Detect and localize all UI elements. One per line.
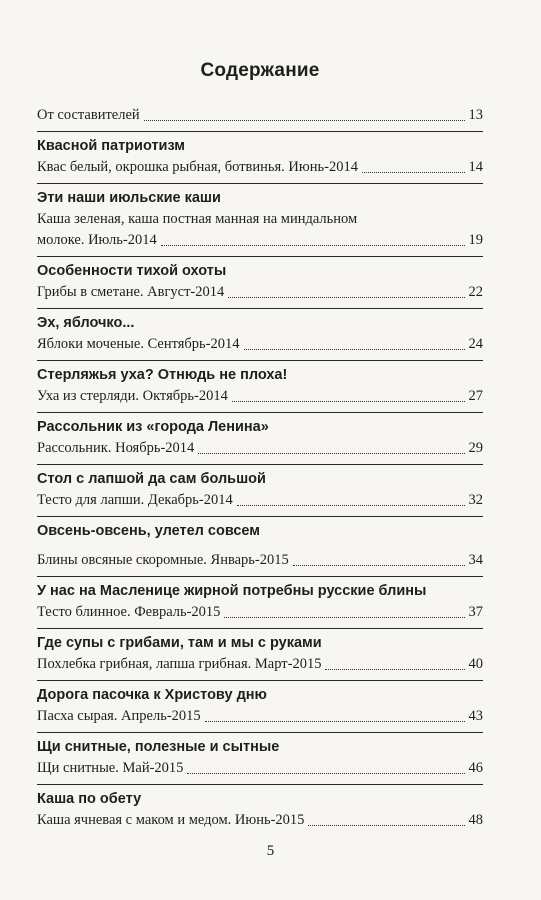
toc-page-number: 48: [468, 812, 483, 828]
toc-item-text: Яблоки моченые. Сентябрь-2014: [37, 336, 240, 352]
dot-leader: [293, 565, 465, 566]
toc-entry: [37, 680, 483, 727]
toc-line[interactable]: [37, 105, 483, 126]
dot-leader: [187, 773, 464, 774]
toc-heading: Стерляжья уха? Отнюдь не плоха!: [37, 360, 483, 386]
toc-heading: Эти наши июльские каши: [37, 183, 483, 209]
toc-page-number: 22: [468, 284, 483, 300]
toc-item-text-line1: Каша зеленая, каша постная манная на миндальном: [37, 211, 358, 227]
toc-entry: [37, 732, 483, 779]
toc-heading: Дорога пасочка к Христову дню: [37, 680, 483, 706]
toc-item-text: Тесто для лапши. Декабрь-2014: [37, 492, 233, 508]
toc-item-text: Грибы в сметане. Август-2014: [37, 284, 225, 300]
toc-item-text: Блины овсяные скоромные. Январь-2015: [37, 552, 289, 568]
toc-heading: Стол с лапшой да сам большой: [37, 464, 483, 490]
toc-heading: Каша по обету: [37, 784, 483, 810]
toc-heading: Эх, яблочко...: [37, 308, 483, 334]
toc-page-number: 14: [468, 159, 483, 175]
dot-leader: [308, 825, 464, 826]
toc-entry: [37, 360, 483, 407]
toc-item-text: Похлебка грибная, лапша грибная. Март-2015: [37, 656, 322, 672]
toc-page-number: 13: [468, 107, 483, 123]
toc-entry: [37, 628, 483, 675]
toc-page-number: 29: [468, 440, 483, 456]
page-title: Содержание: [200, 60, 320, 81]
toc-entry: [37, 784, 483, 831]
dot-leader: [144, 120, 465, 121]
toc-heading: У нас на Масленице жирной потребны русские блины: [37, 576, 483, 602]
toc-entry: [37, 105, 483, 126]
toc-entry: [37, 308, 483, 355]
toc-entry: [37, 256, 483, 303]
dot-leader: [205, 721, 465, 722]
toc-item-text: Рассольник. Ноябрь-2014: [37, 440, 195, 456]
toc-page-number: 43: [468, 708, 483, 724]
toc-entry: [37, 464, 483, 511]
toc-heading: Где супы с грибами, там и мы с руками: [37, 628, 483, 654]
toc-page-number: 37: [468, 604, 483, 620]
toc-line[interactable]: [37, 230, 483, 251]
toc-page-number: 24: [468, 336, 483, 352]
toc-entry: [37, 576, 483, 623]
toc-line[interactable]: [37, 334, 483, 355]
toc-heading: Щи снитные, полезные и сытные: [37, 732, 483, 758]
toc-line[interactable]: [37, 282, 483, 303]
toc-entry: [37, 412, 483, 459]
toc-line[interactable]: [37, 758, 483, 779]
dot-leader: [161, 245, 465, 246]
toc-line[interactable]: [37, 386, 483, 407]
toc-page-number: 19: [468, 232, 483, 248]
toc-item-text: Щи снитные. Май-2015: [37, 760, 184, 776]
toc-line[interactable]: [37, 810, 483, 831]
toc-heading: Квасной патриотизм: [37, 131, 483, 157]
dot-leader: [224, 617, 464, 618]
toc-item-text: Каша ячневая с маком и медом. Июнь-2015: [37, 812, 305, 828]
dot-leader: [325, 669, 464, 670]
toc-page-number: 46: [468, 760, 483, 776]
toc-line[interactable]: [37, 438, 483, 459]
toc-line[interactable]: [37, 654, 483, 675]
dot-leader: [198, 453, 464, 454]
toc-entry: [37, 131, 483, 178]
toc-line[interactable]: [37, 706, 483, 727]
toc-entry: [37, 183, 483, 251]
toc-line[interactable]: [37, 490, 483, 511]
dot-leader: [244, 349, 465, 350]
toc-item-text: Уха из стерляди. Октябрь-2014: [37, 388, 228, 404]
page-number: 5: [266, 843, 275, 859]
toc-page-number: 27: [468, 388, 483, 404]
toc-heading: Рассольник из «города Ленина»: [37, 412, 483, 438]
toc-entry: [37, 516, 483, 571]
toc-line[interactable]: [37, 602, 483, 623]
toc-page-number: 34: [468, 552, 483, 568]
toc-line[interactable]: [37, 550, 483, 571]
dot-leader: [232, 401, 465, 402]
toc-item-text: Пасха сырая. Апрель-2015: [37, 708, 201, 724]
toc-item-text: Квас белый, окрошка рыбная, ботвинья. Июнь-2014: [37, 159, 358, 175]
dot-leader: [237, 505, 465, 506]
toc-heading: Овсень-овсень, улетел совсем: [37, 516, 483, 542]
toc-item-text: От составителей: [37, 107, 140, 123]
toc-line[interactable]: [37, 157, 483, 178]
dot-leader: [362, 172, 465, 173]
toc-item-text: Тесто блинное. Февраль-2015: [37, 604, 221, 620]
toc-page-number: 40: [468, 656, 483, 672]
toc-list: [37, 99, 483, 831]
toc-heading: Особенности тихой охоты: [37, 256, 483, 282]
toc-item-text: молоке. Июль-2014: [37, 232, 157, 248]
toc-page-number: 32: [468, 492, 483, 508]
dot-leader: [228, 297, 464, 298]
